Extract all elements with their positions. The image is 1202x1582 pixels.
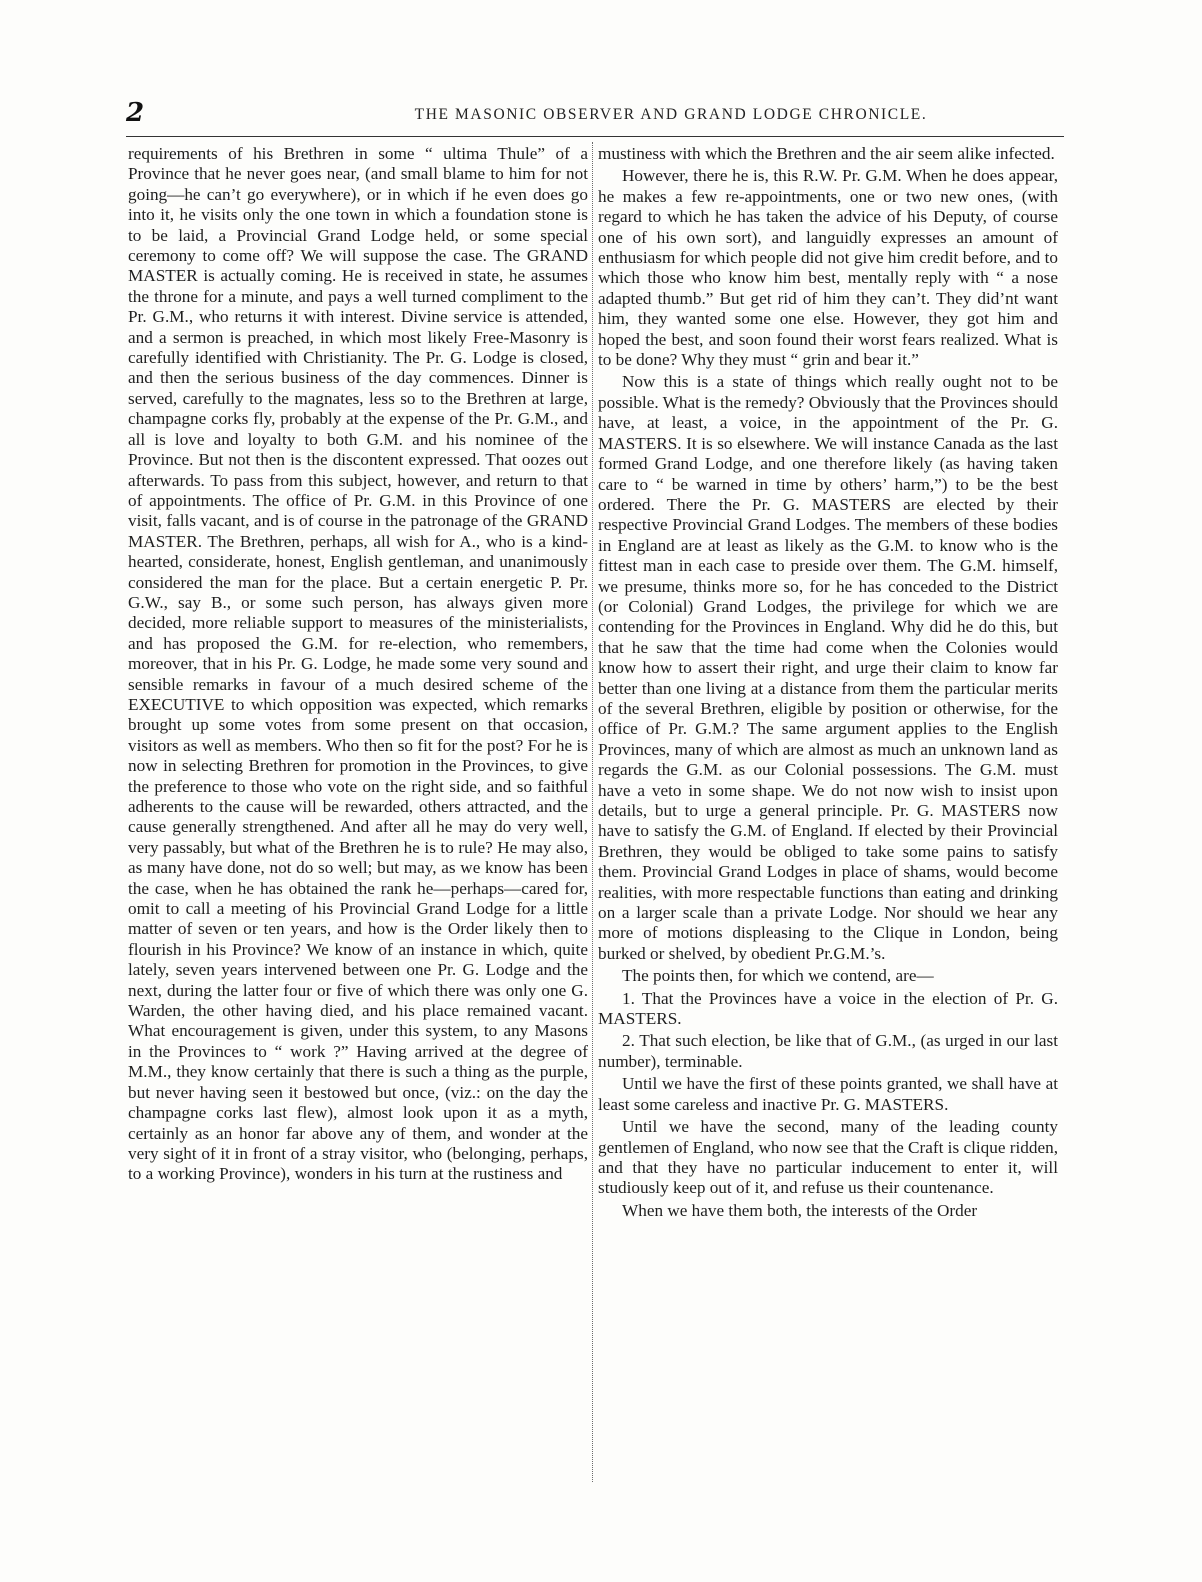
paragraph: However, there he is, this R.W. Pr. G.M. When he does appear, he makes a few re-appointments, one or two new ones, (with regard to which he has taken the advice of his Deputy, of course one of his own sort), and languidly expresses an amount of enthusiasm for which people did not give him credit before, and to which those who know him best, mentally reply with “ a nose adapted thumb.” But get rid of him they can’t. They did’nt want him, they wanted some one else. However, they got him and hoped the best, and soon found their worst fears realized. What is to be done? Why they must “ grin and bear it.” [598,166,1058,370]
paragraph: requirements of his Brethren in some “ ultima Thule” of a Province that he never goes near, (and small blame to him for not going—he can’t go everywhere), or in which if he even does go into it, he visits only the one town in which a foundation stone is to be laid, a Provincial Grand Lodge held, or some special ceremony to come off? We will suppose the case. The GRAND MASTER is actually coming. He is received in state, he assumes the throne for a minute, and pays a well turned compliment to the Pr. G.M., who returns it with interest. Divine service is attended, and a sermon is preached, in which most likely Free-Masonry is carefully identified with Christianity. The Pr. G. Lodge is closed, and then the serious business of the day commences. Dinner is served, carefully to the magnates, less so to the Brethren at large, champagne corks fly, probably at the expense of the Pr. G.M., and all is love and loyalty to both G.M. and his nominee of the Province. But not then is the discontent expressed. That oozes out afterwards. To pass from this subject, however, and return to that of appointments. The office of Pr. G.M. in this Province of one visit, falls vacant, and is of course in the patronage of the GRAND MASTER. The Brethren, perhaps, all wish for A., who is a kind-hearted, considerate, honest, English gentleman, and unanimously considered the man for the place. But a certain energetic P. Pr. G.W., say B., or some such person, has always given more decided, more reliable support to measures of the ministerialists, and has proposed the G.M. for re-election, who remembers, moreover, that in his Pr. G. Lodge, he made some very sound and sensible remarks in favour of a much desired scheme of the EXECUTIVE to which opposition was expected, which remarks brought up some votes from some present on that occasion, visitors as well as members. Who then so fit for the post? For he is now in selecting Brethren for promotion in the Provinces, to give the preference to those who vote on the right side, and so faithful adherents to the cause will be rewarded, others attracted, and the cause generally strengthened. And after all he may do very well, very passably, but what of the Brethren he is to rule? He may also, as many have done, not do so well; but may, as we know has been the case, when he has obtained the rank he—perhaps—cared for, omit to call a meeting of his Provincial Grand Lodge for a little matter of seven or ten years, and how is the Order likely then to flourish in his Province? We know of an instance in which, quite lately, seven years intervened between one Pr. G. Lodge and the next, during the latter four or five of which there was only one G. Warden, the other having died, and his place remained vacant. What encouragement is given, under this system, to any Masons in the Provinces to “ work ?” Having arrived at the degree of M.M., they know certainly that there is such a thing as the purple, but never having seen it bestowed but once, (viz.: on the day the champagne corks last flew), almost look upon it as a myth, certainly as an honor far above any of them, and wonder at the very sight of it in front of a stray visitor, who (belonging, perhaps, to a working Province), wonders in his turn at the rustiness and [128,144,588,1184]
paragraph: Until we have the first of these points granted, we shall have at least some careless and inactive Pr. G. MASTERS. [598,1074,1058,1114]
paragraph: mustiness with which the Brethren and the air seem alike infected. [598,144,1055,163]
left-column [128,144,588,1187]
column-divider [592,142,593,1482]
running-title: THE MASONIC OBSERVER AND GRAND LODGE CHRONICLE. [414,106,928,123]
page-number: 2 [126,98,145,128]
list-item: 2. That such election, be like that of G.M., (as urged in our last number), terminable. [598,1031,1058,1071]
paragraph: Now this is a state of things which really ought not to be possible. What is the remedy? Obviously that the Provinces should have, at least, a voice, in the appointment of the Pr. G. MASTERS. It is so elsewhere. We will instance Canada as the last formed Grand Lodge, and one therefore likely (as having taken care to “ be warned in time by others’ harm,”) to be the best ordered. There the Pr. G. MASTERS are elected by their respective Provincial Grand Lodges. The members of these bodies in England are at least as likely as the G.M. to know who is the fittest man in each case to preside over them. The G.M. himself, we presume, thinks more so, for he has conceded to the District (or Colonial) Grand Lodges, the privilege for which we are contending for the Provinces in England. Why did he do this, but that he saw that the time had come when the Colonies would know how to assert their right, and urge their claim to know far better than one living at a distance from them the particular merits of the several Brethren, eligible by position or otherwise, for the office of Pr. G.M.? The same argument applies to the English Provinces, many of which are almost as much an unknown land as regards the G.M. as our Colonial possessions. The G.M. must have a veto in some shape. We do not now wish to insist upon details, but to urge a general principle. Pr. G. MASTERS now have to satisfy the G.M. of England. If elected by their Provincial Brethren, they would be obliged to take some pains to satisfy them. Provincial Grand Lodges in place of shams, would become realities, with more respectable functions than eating and drinking on a larger scale than a private Lodge. Nor should we hear any more of motions displeasing to the Clique in London, being burked or shelved, by obedient Pr.G.M.’s. [598,372,1058,963]
page-header [126,98,1066,136]
paragraph: The points then, for which we contend, are— [622,966,934,986]
list-item: 1. That the Provinces have a voice in the election of Pr. G. MASTERS. [598,988,1058,1029]
paragraph: Until we have the second, many of the leading county gentlemen of England, who now see that the Craft is clique ridden, and that they have no particular inducement to enter it, will studiously keep out of it, and refuse us their countenance. [598,1117,1058,1198]
right-column [598,144,1058,1223]
paragraph: When we have them both, the interests of the Order [622,1200,978,1220]
header-rule [126,136,1064,137]
